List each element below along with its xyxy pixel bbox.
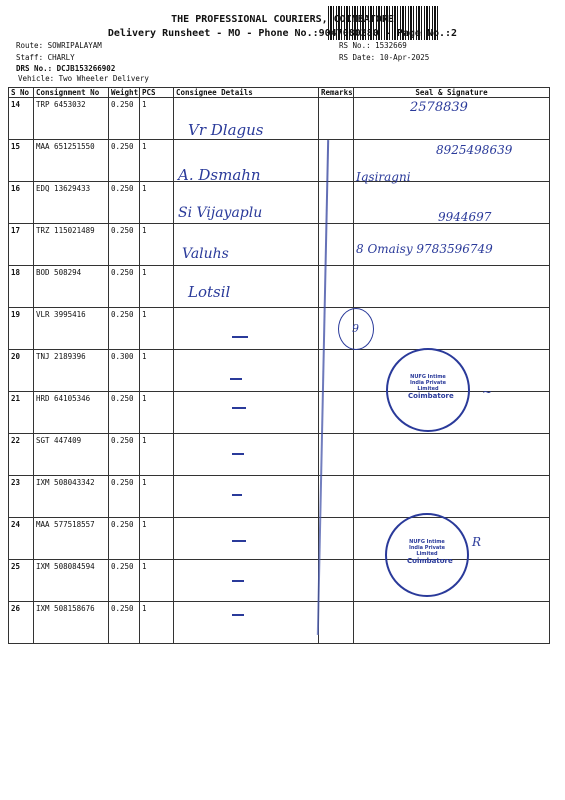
pcs-value: 1: [140, 602, 174, 644]
table-row: [9, 560, 550, 602]
col-weight: Weight: [109, 88, 140, 98]
pcs-value: 1: [140, 266, 174, 308]
stamp-ring-text: NUFG Intime India Private Limited: [409, 374, 447, 392]
handwritten-circle-text: 9: [352, 322, 359, 335]
route-label: Route: SOWRIPALAYAM: [16, 41, 102, 50]
serial-number: 17: [9, 224, 34, 266]
remarks-cell: [319, 476, 354, 518]
weight-value: 0.250: [109, 434, 140, 476]
consignment-number: TRZ 115021489: [34, 224, 109, 266]
pcs-value: 1: [140, 434, 174, 476]
signature-17: Si Vijayaplu: [178, 205, 263, 221]
consignment-number: BOD 508294: [34, 266, 109, 308]
dash-mark: [232, 407, 246, 409]
dash-mark: [232, 580, 244, 582]
consignment-number: VLR 3995416: [34, 308, 109, 350]
table-row: [9, 308, 550, 350]
weight-value: 0.250: [109, 182, 140, 224]
pcs-value: 1: [140, 308, 174, 350]
weight-value: 0.250: [109, 560, 140, 602]
handwritten-phone-14: 2578839: [410, 100, 468, 115]
dash-mark: [232, 540, 246, 542]
consignment-number: MAA 577518557: [34, 518, 109, 560]
serial-number: 18: [9, 266, 34, 308]
consignment-number: SGT 447409: [34, 434, 109, 476]
dash-mark: [232, 494, 242, 496]
handwritten-phone-15: 8925498639: [436, 143, 513, 157]
stamp-center-text: Coimbatore: [408, 392, 454, 400]
runsheet-table: [8, 87, 550, 644]
serial-number: 25: [9, 560, 34, 602]
stamp-initials-bottom: R: [472, 535, 482, 549]
handwritten-phone-18: 8 Omaisy 9783596749: [356, 242, 493, 256]
seal-signature-cell: [354, 266, 550, 308]
consignment-number: IXM 508084594: [34, 560, 109, 602]
remarks-cell: [319, 182, 354, 224]
serial-number: 20: [9, 350, 34, 392]
weight-value: 0.250: [109, 602, 140, 644]
table-row: [9, 98, 550, 140]
serial-number: 21: [9, 392, 34, 434]
runsheet-subtitle: Delivery Runsheet - MO - Phone No.:9047080280 - Page No.:2: [107, 28, 458, 39]
pcs-value: 1: [140, 182, 174, 224]
consignee-details-cell: [174, 308, 319, 350]
col-seal: Seal & Signature: [354, 88, 550, 98]
serial-number: 14: [9, 98, 34, 140]
remarks-cell: [319, 140, 354, 182]
serial-number: 26: [9, 602, 34, 644]
dash-mark: [232, 453, 244, 455]
consignee-details-cell: [174, 434, 319, 476]
seal-signature-cell: [354, 602, 550, 644]
col-remarks: Remarks: [319, 88, 354, 98]
weight-value: 0.250: [109, 224, 140, 266]
weight-value: 0.250: [109, 518, 140, 560]
consignment-number: TRP 6453032: [34, 98, 109, 140]
col-consignment: Consignment No: [34, 88, 109, 98]
col-consignee: Consignee Details: [174, 88, 319, 98]
weight-value: 0.300: [109, 350, 140, 392]
rs-number: RS No.: 1532669: [339, 41, 407, 50]
pcs-value: 1: [140, 560, 174, 602]
consignment-number: MAA 651251550: [34, 140, 109, 182]
seal-signature-cell: [354, 434, 550, 476]
stamp-initials-top: ~: [482, 385, 493, 399]
serial-number: 23: [9, 476, 34, 518]
signature-18: Valuhs: [182, 246, 229, 262]
consignment-number: IXM 508158676: [34, 602, 109, 644]
consignment-number: HRD 64105346: [34, 392, 109, 434]
serial-number: 24: [9, 518, 34, 560]
remarks-cell: [319, 434, 354, 476]
weight-value: 0.250: [109, 392, 140, 434]
seal-signature-cell: [354, 476, 550, 518]
handwritten-note-16: Iqsiragni: [356, 170, 411, 184]
col-pcs: PCS: [140, 88, 174, 98]
remarks-cell: [319, 518, 354, 560]
consignee-details-cell: [174, 518, 319, 560]
pcs-value: 1: [140, 518, 174, 560]
signature-16: A. Dsmahn: [178, 166, 261, 184]
serial-number: 19: [9, 308, 34, 350]
stamp-ring-text: NUFG Intime India Private Limited: [408, 539, 446, 557]
staff-label: Staff: CHARLY: [16, 53, 75, 62]
vehicle-label: Vehicle: Two Wheeler Delivery: [18, 74, 149, 83]
serial-number: 15: [9, 140, 34, 182]
consignee-details-cell: [174, 350, 319, 392]
handwritten-phone-17: 9944697: [438, 210, 492, 224]
pcs-value: 1: [140, 140, 174, 182]
dash-mark: [230, 378, 242, 380]
seal-signature-cell: [354, 308, 550, 350]
consignment-number: TNJ 2189396: [34, 350, 109, 392]
table-row: [9, 266, 550, 308]
table-row: [9, 434, 550, 476]
signature-15: Vr Dlagus: [188, 121, 264, 139]
weight-value: 0.250: [109, 140, 140, 182]
company-stamp-bottom: [385, 513, 469, 597]
pcs-value: 1: [140, 476, 174, 518]
pcs-value: 1: [140, 392, 174, 434]
company-stamp-top: [386, 348, 470, 432]
rs-date: RS Date: 10-Apr-2025: [339, 53, 430, 62]
pcs-value: 1: [140, 350, 174, 392]
dash-mark: [232, 614, 244, 616]
serial-number: 16: [9, 182, 34, 224]
remarks-cell: [319, 98, 354, 140]
weight-value: 0.250: [109, 266, 140, 308]
consignment-number: EDQ 13629433: [34, 182, 109, 224]
pcs-value: 1: [140, 224, 174, 266]
remarks-cell: [319, 560, 354, 602]
table-row: [9, 476, 550, 518]
table-header-row: [9, 88, 550, 98]
consignee-details-cell: [174, 602, 319, 644]
consignment-number: IXM 508043342: [34, 476, 109, 518]
consignee-details-cell: [174, 476, 319, 518]
remarks-cell: [319, 602, 354, 644]
stamp-center-text: Coimbatore: [407, 557, 453, 565]
drs-label: DRS No.: DCJB153266902: [16, 64, 116, 73]
consignee-details-cell: [174, 560, 319, 602]
signature-19: Lotsil: [188, 283, 231, 301]
pcs-value: 1: [140, 98, 174, 140]
table-row: [9, 602, 550, 644]
serial-number: 22: [9, 434, 34, 476]
company-title: THE PROFESSIONAL COURIERS, COIMBATORE: [171, 14, 394, 25]
weight-value: 0.250: [109, 476, 140, 518]
weight-value: 0.250: [109, 98, 140, 140]
weight-value: 0.250: [109, 308, 140, 350]
col-sno: S No: [9, 88, 34, 98]
dash-mark: [232, 336, 248, 338]
consignee-details-cell: [174, 392, 319, 434]
